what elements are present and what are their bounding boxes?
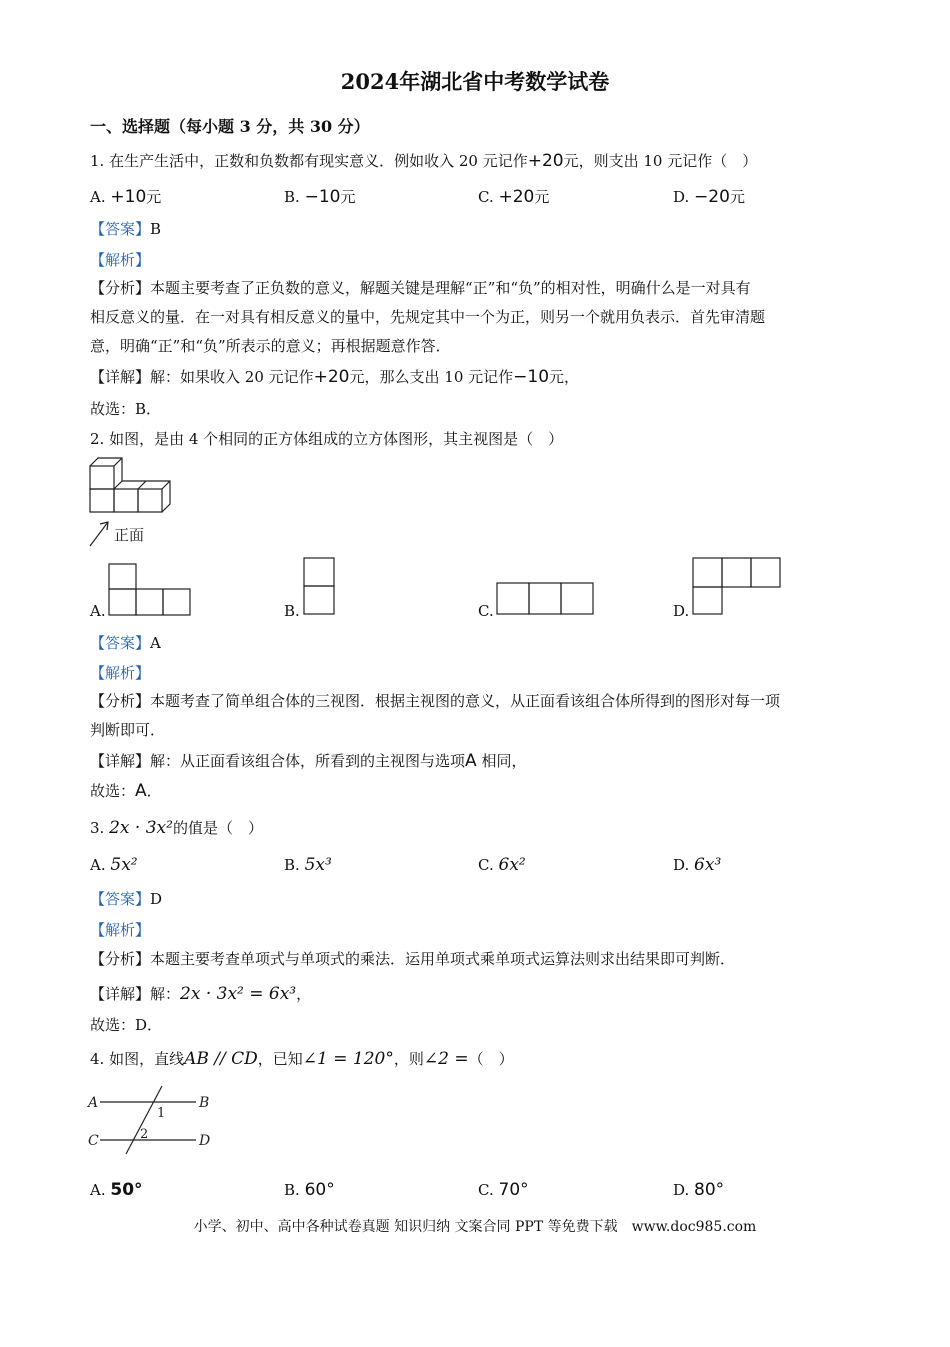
q2-option-a-figure [108,563,194,617]
q1-stem-text: 1. 在生产生活中，正数和负数都有现实意义．例如收入 20 元记作 [90,152,528,170]
q2-choose: 故选：A． [90,781,162,801]
q2-analysis-label: 【解析】 [90,664,151,682]
q1-stem [90,150,757,171]
q1-answer: 【答案】B [90,220,162,238]
q4-angle-1-label: 1 [157,1106,166,1121]
q4-option-b: B. 60° [284,1180,335,1200]
q1-fenxi-line2: 相反意义的量．在一对具有相反意义的量中，先规定其中一个为正，则另一个就用负表示．首先审清题 [90,308,766,326]
q4-label-c: C [88,1133,99,1149]
page-title: 2024年湖北省中考数学试卷 [340,69,610,94]
q1-option-b: B. −10元 [284,187,356,207]
q1-option-a: A. +10元 [90,187,162,207]
q3-fenxi: 【分析】本题主要考查单项式与单项式的乘法．运用单项式乘单项式运算法则求出结果即可判断． [90,950,736,968]
q1-option-d: D. −20元 [673,187,745,207]
q4-option-a: A. 50° [90,1180,143,1200]
q1-choose: 故选：B． [90,400,162,418]
q1-fenxi-line3: 意，明确“正”和“负”所表示的意义；再根据题意作答． [90,337,451,355]
q3-stem: 3. 2x · 3x²的值是（ ） [90,818,263,838]
q3-detail: 【详解】解：2x · 3x² = 6x³， [90,984,312,1004]
q4-option-d: D. 80° [673,1180,725,1200]
q3-option-a: A. 5x² [90,855,138,875]
q2-fenxi-line1: 【分析】本题考查了简单组合体的三视图．根据主视图的意义，从正面看该组合体所得到的图形对每一项 [90,692,781,710]
q4-parallel-lines-figure [88,1084,218,1156]
q1-stem-tail: 元，则支出 10 元记作（ ） [563,152,758,170]
q2-option-c-figure [496,582,596,618]
q2-option-c-label: C. [478,602,494,620]
q2-fenxi-line2: 判断即可． [90,721,166,739]
q1-stem-math: +20 [527,151,564,171]
q3-option-d: D. 6x³ [673,855,722,875]
q1-option-c: C. +20元 [478,187,550,207]
q4-stem: 4. 如图，直线AB // CD，已知∠1 = 120°，则∠2 =（ ） [90,1049,514,1069]
q2-option-b-figure [303,557,337,617]
q3-option-c: C. 6x² [478,855,526,875]
q2-option-d-label: D. [673,602,690,620]
q2-stem: 2. 如图，是由 4 个相同的正方体组成的立方体图形，其主视图是（ ） [90,430,564,448]
q3-option-b: B. 5x³ [284,855,332,875]
q2-option-b-label: B. [284,602,300,620]
q2-option-d-figure [692,557,784,617]
section-heading: 一、选择题（每小题 3 分，共 30 分） [90,117,370,136]
q2-cube-figure [86,456,186,550]
page-footer: 小学、初中、高中各种试卷真题 知识归纳 文案合同 PPT 等免费下载 www.doc985.com [193,1219,757,1235]
q4-option-c: C. 70° [478,1180,529,1200]
q3-analysis-label: 【解析】 [90,921,151,939]
q4-label-d: D [199,1133,211,1149]
q1-detail: 【详解】解：如果收入 20 元记作+20元，那么支出 10 元记作−10元， [90,367,580,387]
q1-fenxi-line1: 【分析】本题主要考查了正负数的意义，解题关键是理解“正”和“负”的相对性，明确什么是一对具有 [90,279,751,297]
q3-choose: 故选：D． [90,1016,163,1034]
q3-answer: 【答案】D [90,890,163,908]
q4-label-a: A [88,1095,99,1111]
q2-front-label: 正面 [114,526,145,544]
q4-label-b: B [199,1095,210,1111]
q3-expression: 2x · 3x² [109,818,173,838]
q1-analysis-label: 【解析】 [90,251,151,269]
q2-detail: 【详解】解：从正面看该组合体，所看到的主视图与选项A 相同， [90,751,527,771]
q2-answer: 【答案】A [90,634,161,652]
q2-option-a-label: A. [90,602,106,620]
q4-angle-2-label: 2 [140,1127,149,1142]
